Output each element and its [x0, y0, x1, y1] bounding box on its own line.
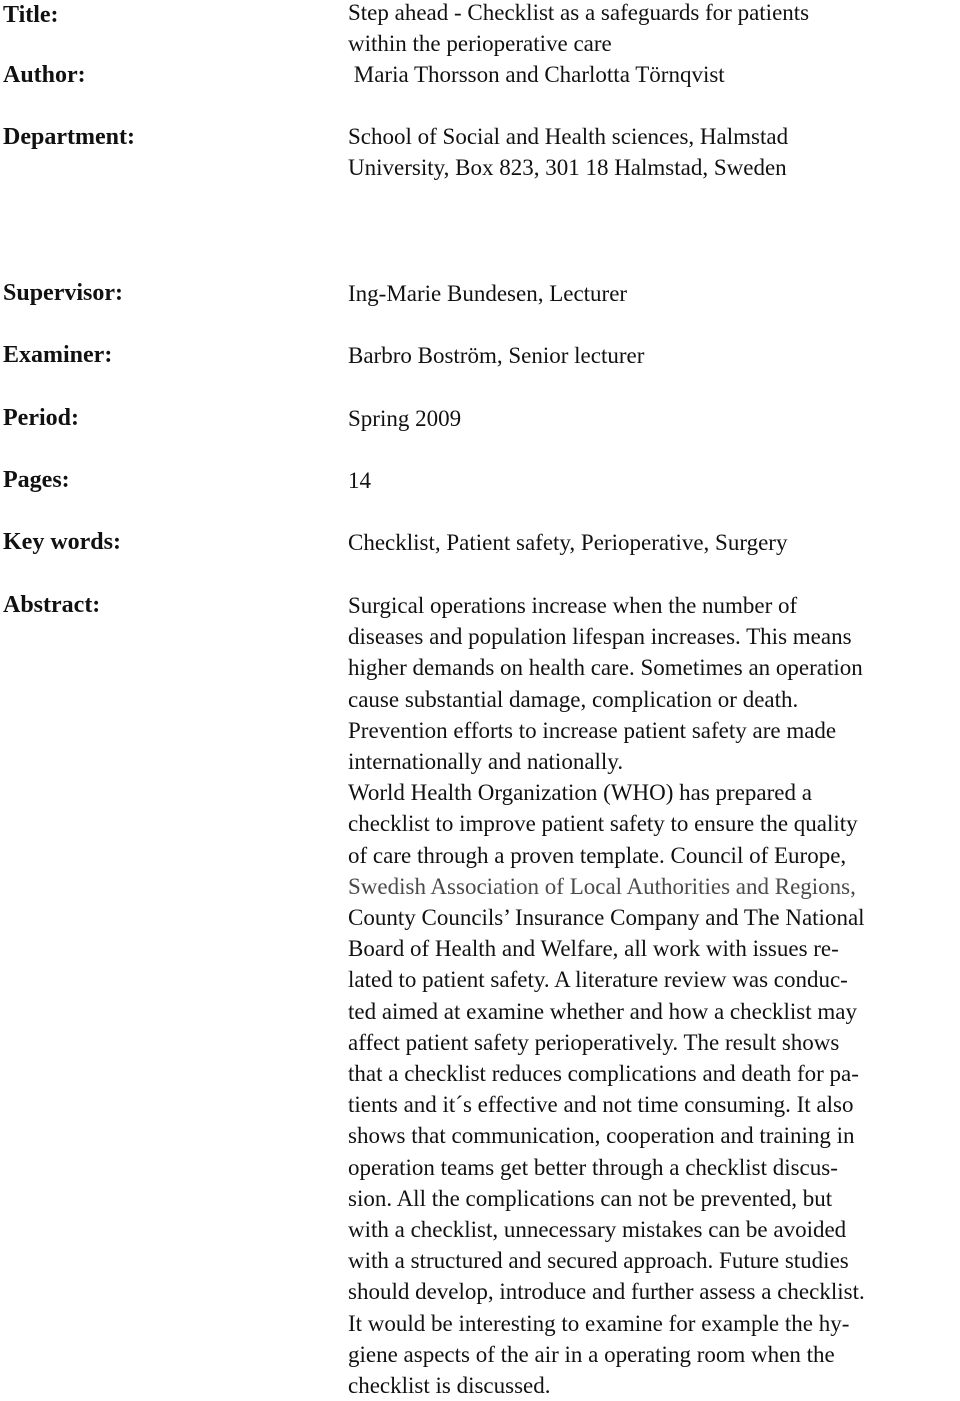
supervisor-label: Supervisor: [3, 280, 123, 306]
supervisor-value [348, 278, 627, 309]
abstract-line: should develop, introduce and further assess a checklist. [348, 1279, 865, 1305]
keywords-line: Checklist, Patient safety, Perioperative, Surgery [348, 530, 788, 555]
department-label: Department: [3, 124, 135, 150]
abstract-line: that a checklist reduces complications and death for pa- [348, 1061, 859, 1087]
pages-line: 14 [348, 468, 371, 493]
abstract-line: County Councils’ Insurance Company and The National [348, 905, 865, 931]
abstract-line: operation teams get better through a checklist discus- [348, 1154, 838, 1180]
abstract-line: Prevention efforts to increase patient safety are made [348, 717, 837, 743]
abstract-line: ted aimed at examine whether and how a checklist may [348, 998, 857, 1024]
abstract-line: shows that communication, cooperation and training in [348, 1123, 855, 1149]
abstract-line: checklist to improve patient safety to ensure the quality [348, 811, 858, 837]
period-line: Spring 2009 [348, 406, 462, 431]
examiner-value [348, 340, 644, 371]
period-value [348, 403, 461, 434]
author-line: Maria Thorsson and Charlotta Törnqvist [348, 62, 725, 87]
abstract-line: tients and it´s effective and not time consuming. It also [348, 1092, 854, 1118]
abstract-line: with a checklist, unnecessary mistakes can be avoided [348, 1217, 847, 1243]
keywords-value [348, 527, 787, 558]
author-label: Author: [3, 62, 86, 88]
pages-value [348, 465, 371, 496]
abstract-line: lated to patient safety. A literature review was conduc- [348, 967, 848, 993]
title-line: within the perioperative care [348, 31, 612, 57]
abstract-line: affect patient safety perioperatively. The result shows [348, 1029, 840, 1055]
pages-label: Pages: [3, 467, 70, 493]
title-label: Title: [3, 2, 59, 28]
abstract-body [348, 590, 865, 1401]
abstract-line: giene aspects of the air in a operating room when the [348, 1341, 835, 1367]
abstract-line: sion. All the complications can not be prevented, but [348, 1185, 833, 1211]
examiner-line: Barbro Boström, Senior lecturer [348, 343, 645, 368]
abstract-line: checklist is discussed. [348, 1373, 551, 1399]
abstract-line: Board of Health and Welfare, all work with issues re- [348, 936, 839, 962]
department-line: School of Social and Health sciences, Halmstad [348, 124, 789, 149]
department-line: University, Box 823, 301 18 Halmstad, Sweden [348, 155, 787, 181]
abstract-line: of care through a proven template. Council of Europe, [348, 842, 847, 868]
author-value [348, 59, 725, 90]
abstract-line: diseases and population lifespan increases. This means [348, 624, 852, 650]
keywords-label: Key words: [3, 529, 121, 555]
period-label: Period: [3, 405, 79, 431]
abstract-line: higher demands on health care. Sometimes an operation [348, 655, 863, 681]
abstract-line: with a structured and secured approach. Future studies [348, 1248, 849, 1274]
title-line: Step ahead - Checklist as a safeguards for patients [348, 0, 810, 25]
abstract-label: Abstract: [3, 592, 101, 618]
abstract-line: Surgical operations increase when the number of [348, 593, 798, 618]
abstract-line: internationally and nationally. [348, 749, 624, 775]
abstract-line: It would be interesting to examine for example the hy- [348, 1310, 850, 1336]
title-value [348, 0, 809, 59]
supervisor-line: Ing-Marie Bundesen, Lecturer [348, 281, 628, 306]
abstract-line: Swedish Association of Local Authorities and Regions, [348, 873, 856, 899]
examiner-label: Examiner: [3, 342, 113, 368]
abstract-line: World Health Organization (WHO) has prepared a [348, 780, 812, 806]
department-value [348, 121, 788, 183]
abstract-line: cause substantial damage, complication or death. [348, 686, 799, 712]
